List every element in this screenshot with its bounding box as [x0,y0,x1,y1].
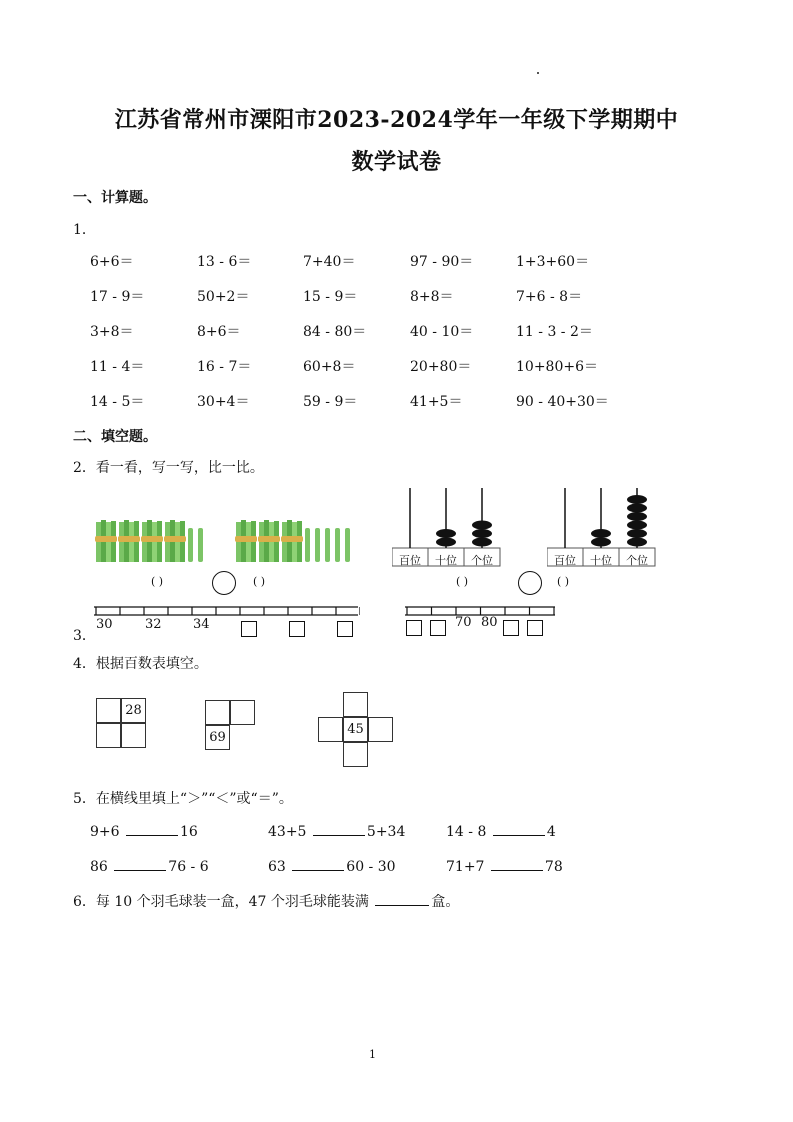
hundred-chart-cell-45: 45 [343,717,368,742]
calc-item: 3+8＝ [90,324,134,340]
answer-blank[interactable] [292,858,344,871]
abacus-bead [627,504,647,513]
answer-box[interactable] [337,621,353,637]
question-6-text: 6．每 10 个羽毛球装一盒，47 个羽毛球能装满 [73,894,369,910]
compare-circle-sticks [212,571,236,595]
comparison-left: 86 [90,859,108,875]
number-line-left [94,603,360,619]
place-label-tens: 十位 [435,554,457,567]
numline-right-label-80: 80 [481,615,498,630]
calc-item: 17 - 9＝ [90,289,145,305]
comparison-left: 63 [268,859,286,875]
comparison-left: 43+5 [268,824,307,840]
hundred-chart-cell[interactable] [368,717,393,742]
place-label-ones: 个位 [626,554,648,567]
answer-box[interactable] [430,620,446,636]
hundred-chart-cell[interactable] [343,692,368,717]
section-fill-heading: 二、填空题。 [73,429,157,445]
comparison-item [268,858,396,875]
answer-box[interactable] [406,620,422,636]
comparison-right: 60 - 30 [346,859,396,875]
answer-paren-sticks-right: ( ) [253,575,266,588]
answer-blank[interactable] [114,858,166,871]
abacus-bead [627,495,647,504]
hundred-chart-cell[interactable] [96,698,121,723]
calc-item: 1+3+60＝ [516,254,590,270]
numline-left-label-30: 30 [96,617,113,632]
comparison-item [446,858,563,875]
calc-item: 11 - 4＝ [90,359,145,375]
place-label-ones: 个位 [471,554,493,567]
comparison-right: 5+34 [366,824,406,840]
question-3-number: 3． [73,628,96,644]
abacus-bead [591,529,611,538]
place-label-hundreds: 百位 [399,554,421,567]
abacus-right-ones-beads [627,495,647,547]
question-6-unit: 盒。 [431,894,460,910]
abacus-bead [472,529,492,538]
calc-item: 20+80＝ [410,359,472,375]
hundred-chart-cell[interactable] [96,723,121,748]
abacus-left-tens-beads [436,529,456,547]
abacus-bead [627,529,647,538]
compare-circle-abacus [518,571,542,595]
comparison-left: 14 - 8 [446,824,487,840]
comparison-right: 16 [180,824,198,840]
place-label-tens: 十位 [590,554,612,567]
hundred-chart-cell[interactable] [318,717,343,742]
abacus-bead [436,529,456,538]
comparison-right: 78 [544,859,563,875]
place-label-hundreds: 百位 [554,554,576,567]
calc-item: 40 - 10＝ [410,324,474,340]
abacus-bead [591,538,611,547]
comparison-item [446,823,556,840]
calc-item: 16 - 7＝ [197,359,252,375]
hundred-chart-cell-69: 69 [205,725,230,750]
abacus-left-labels [392,549,500,568]
hundred-chart-cell[interactable] [343,742,368,767]
answer-box[interactable] [289,621,305,637]
calc-item: 6+6＝ [90,254,134,270]
abacus-bead [627,521,647,530]
section-calculation-heading: 一、计算题。 [73,190,157,206]
abacus-bead [627,538,647,547]
abacus-left-ones-beads [472,521,492,547]
calc-item: 15 - 9＝ [303,289,358,305]
comparison-item [268,823,405,840]
abacus-bead [436,538,456,547]
answer-box[interactable] [503,620,519,636]
calc-item: 97 - 90＝ [410,254,474,270]
answer-blank[interactable] [375,893,429,906]
stray-dot [537,72,539,74]
hundred-chart-cell[interactable] [205,700,230,725]
answer-blank[interactable] [491,858,543,871]
stick-bundles-figure [92,520,362,568]
numline-left-label-32: 32 [145,617,162,632]
abacus-right-labels [547,549,655,568]
comparison-right: 76 - 6 [168,859,209,875]
answer-paren-abacus-left: ( ) [456,575,469,588]
question-1-number: 1． [73,222,96,238]
answer-paren-abacus-right: ( ) [557,575,570,588]
calc-item: 59 - 9＝ [303,394,358,410]
calc-item: 8+6＝ [197,324,241,340]
comparison-item [90,858,209,875]
calc-item: 8+8＝ [410,289,454,305]
abacus-bead [627,512,647,521]
calc-item: 84 - 80＝ [303,324,367,340]
calc-item: 41+5＝ [410,394,463,410]
numline-right-label-70: 70 [455,615,472,630]
hundred-chart-cell[interactable] [230,700,255,725]
answer-blank[interactable] [493,823,545,836]
answer-blank[interactable] [126,823,178,836]
calc-item: 90 - 40+30＝ [516,394,609,410]
page-number: 1 [369,1048,376,1061]
question-4-text: 4．根据百数表填空。 [73,656,208,672]
comparison-left: 9+6 [90,824,120,840]
calc-item: 50+2＝ [197,289,250,305]
comparison-right: 4 [546,824,556,840]
answer-paren-sticks-left: ( ) [151,575,164,588]
exam-title-line2: 数学试卷 [351,149,442,175]
question-2-text: 2．看一看，写一写，比一比。 [73,460,264,476]
calc-item: 7+40＝ [303,254,356,270]
calc-item: 14 - 5＝ [90,394,145,410]
hundred-chart-cell-28: 28 [121,698,146,723]
comparison-left: 71+7 [446,859,485,875]
question-5-text: 5．在横线里填上“＞”“＜”或“＝”。 [73,791,293,807]
numline-left-label-34: 34 [193,617,210,632]
question-6 [73,891,459,911]
calc-item: 7+6 - 8＝ [516,289,583,305]
exam-title-line1: 江苏省常州市溧阳市2023-2024学年一年级下学期期中 [114,107,679,133]
abacus-right-tens-beads [591,529,611,547]
answer-box[interactable] [241,621,257,637]
calc-item: 30+4＝ [197,394,250,410]
hundred-chart-cell[interactable] [121,723,146,748]
comparison-item [90,823,198,840]
answer-box[interactable] [527,620,543,636]
calc-item: 10+80+6＝ [516,359,598,375]
calc-item: 11 - 3 - 2＝ [516,324,593,340]
answer-blank[interactable] [313,823,365,836]
calc-item: 60+8＝ [303,359,356,375]
abacus-bead [472,538,492,547]
abacus-bead [472,521,492,530]
calc-item: 13 - 6＝ [197,254,252,270]
